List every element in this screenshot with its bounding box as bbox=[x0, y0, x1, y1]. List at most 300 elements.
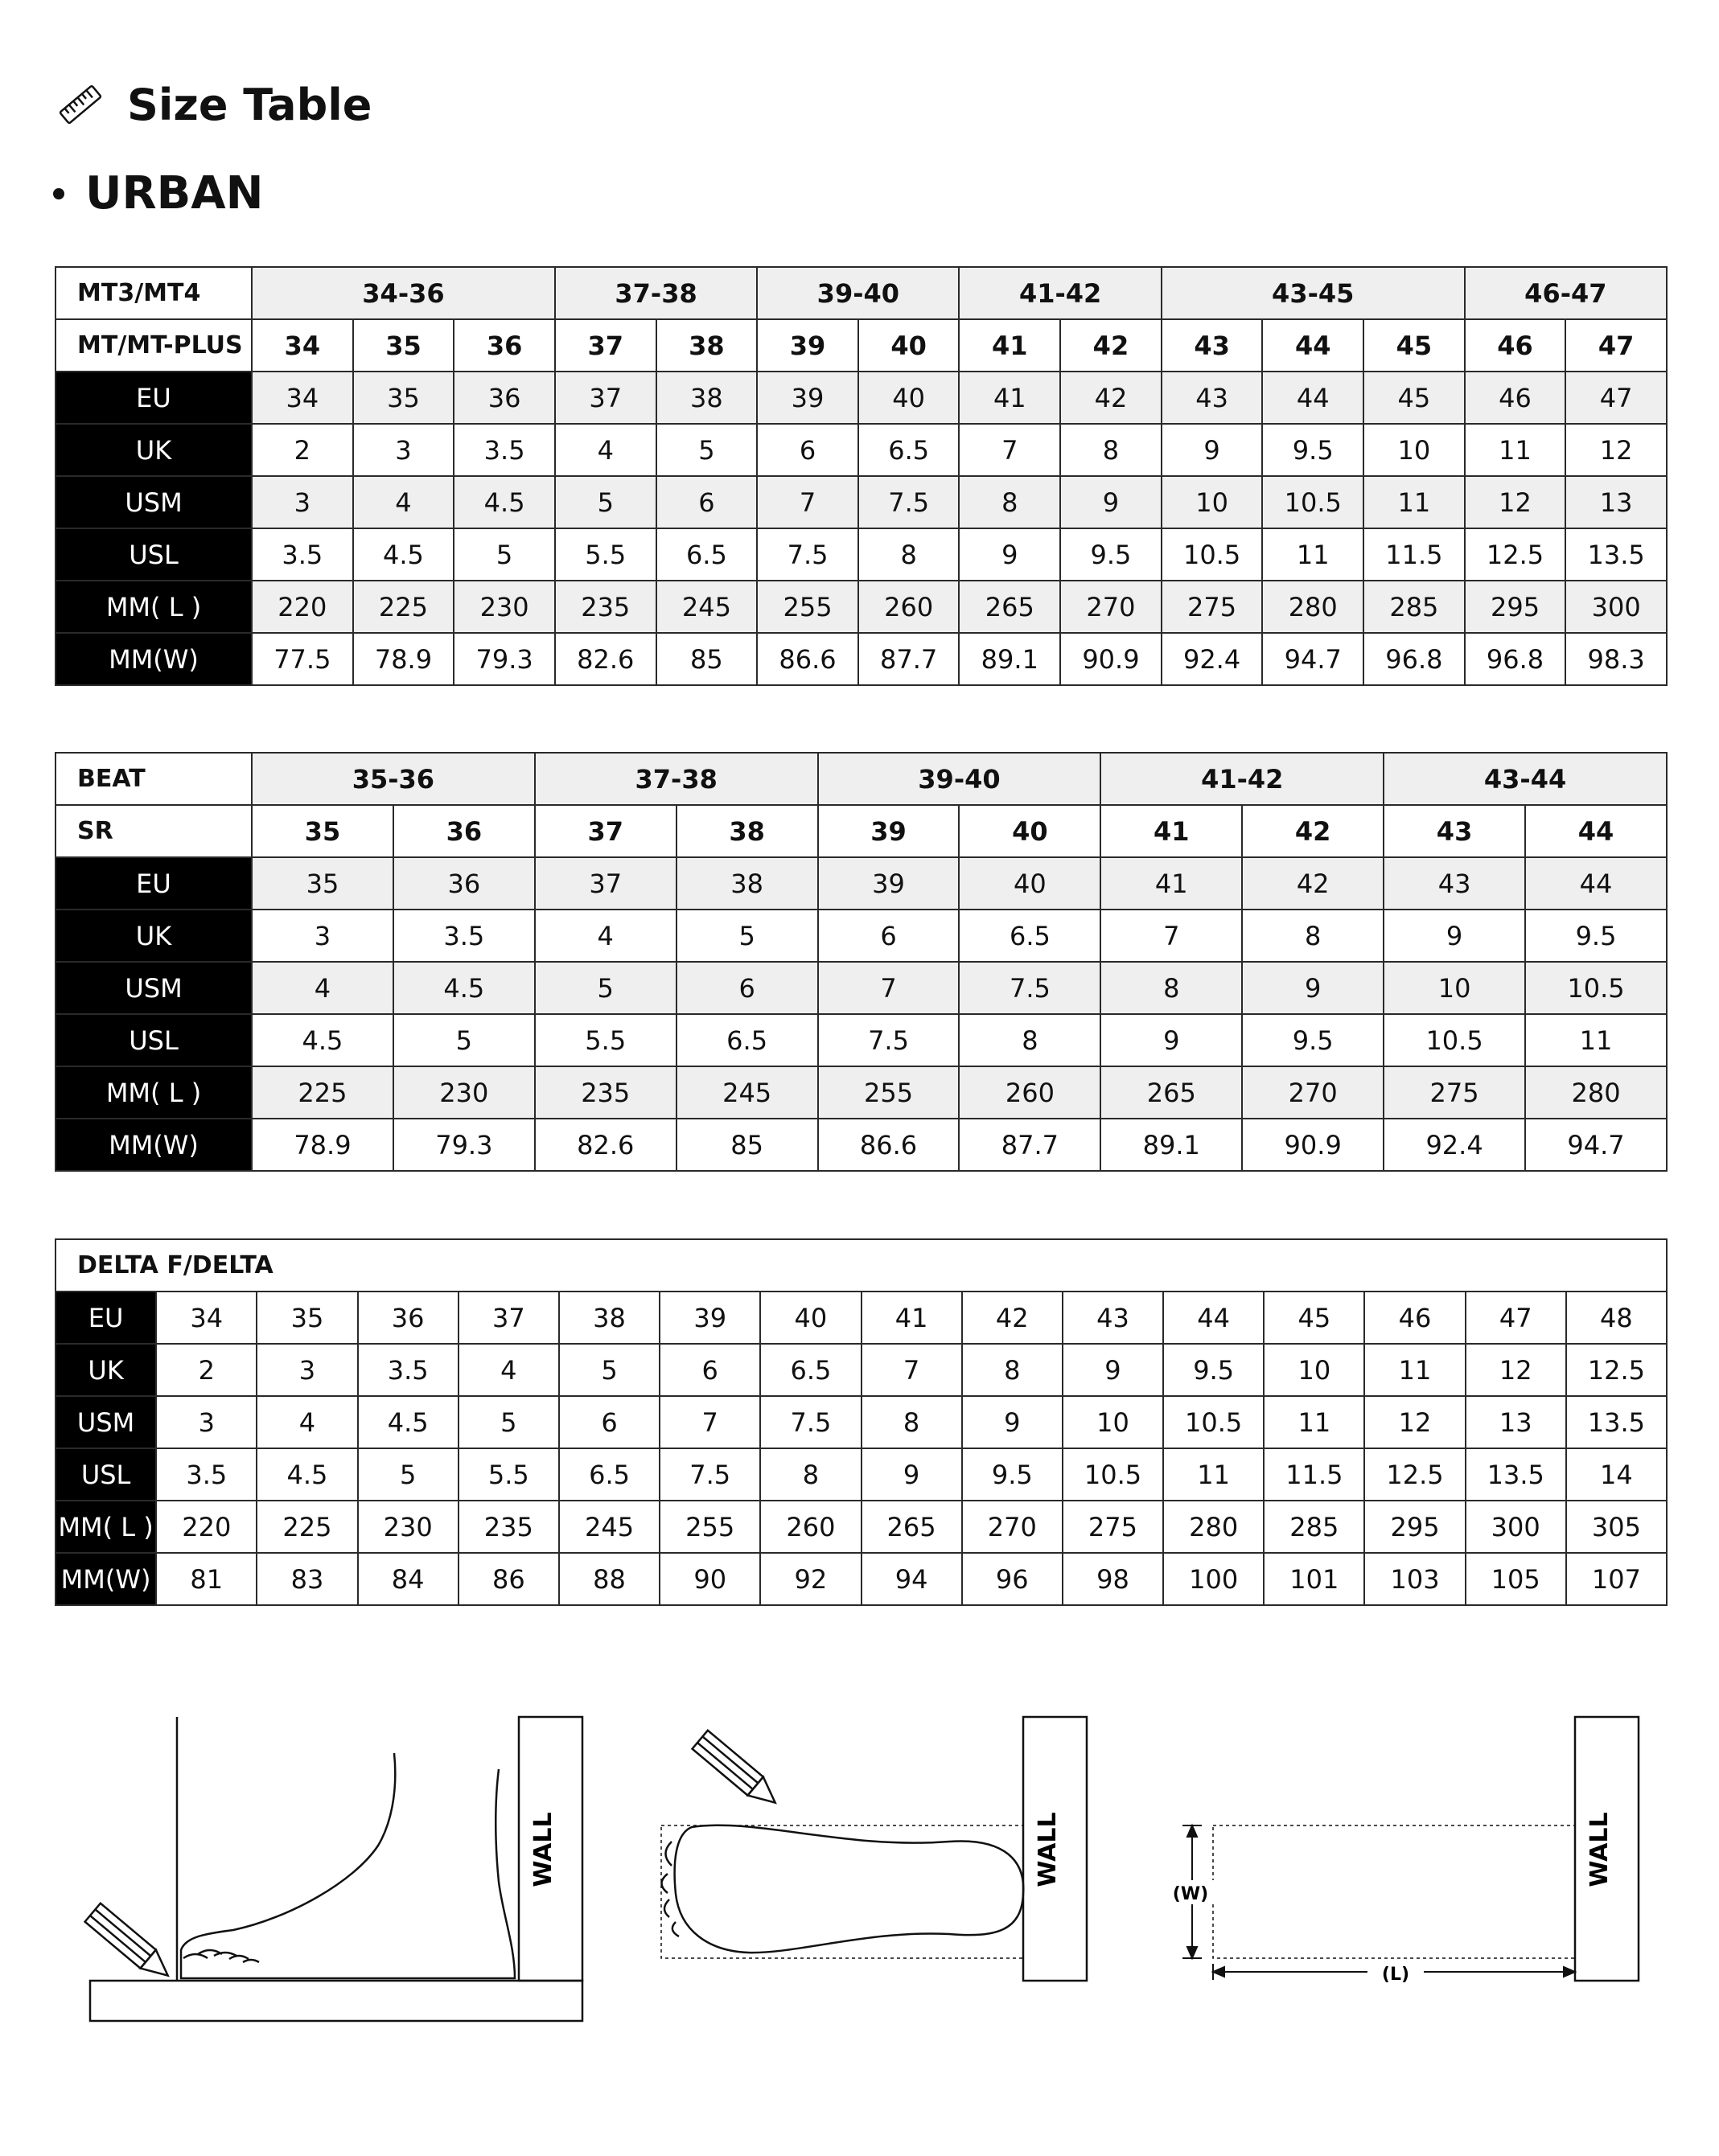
dotted-outline-2 bbox=[661, 1825, 1023, 1958]
group-row bbox=[56, 1239, 1667, 1292]
row-header: EU bbox=[56, 1292, 156, 1344]
table-cell: 45 bbox=[1264, 1292, 1364, 1344]
page-title: Size Table bbox=[127, 79, 372, 130]
table-row bbox=[56, 372, 1667, 424]
table-cell: 101 bbox=[1264, 1553, 1364, 1605]
table-cell: 10.5 bbox=[1384, 1014, 1525, 1066]
table-cell: 6.5 bbox=[858, 424, 960, 476]
table-cell: 3.5 bbox=[358, 1344, 459, 1396]
table-cell: 39 bbox=[660, 1292, 760, 1344]
table-cell: 96 bbox=[962, 1553, 1063, 1605]
table-cell: 7.5 bbox=[818, 1014, 960, 1066]
group-row bbox=[56, 267, 1667, 319]
table-cell: 44 bbox=[1262, 372, 1363, 424]
size-row bbox=[56, 319, 1667, 372]
model-label: MT3/MT4 bbox=[56, 267, 252, 319]
delta-size-table bbox=[55, 1238, 1668, 1606]
size-group: 34-36 bbox=[252, 267, 555, 319]
size-cell: 46 bbox=[1465, 319, 1566, 372]
table-row bbox=[56, 910, 1667, 962]
table-cell: 4 bbox=[535, 910, 676, 962]
group-row bbox=[56, 753, 1667, 805]
table-cell: 87.7 bbox=[858, 633, 960, 685]
table-cell: 10.5 bbox=[1262, 476, 1363, 528]
table-cell: 285 bbox=[1363, 581, 1465, 633]
table-cell: 11.5 bbox=[1363, 528, 1465, 581]
foot-outline bbox=[181, 1753, 515, 1978]
table-cell: 5 bbox=[459, 1396, 559, 1448]
row-header: USL bbox=[56, 1014, 252, 1066]
table-cell: 5 bbox=[676, 910, 818, 962]
table-cell: 11.5 bbox=[1264, 1448, 1364, 1501]
row-header: USL bbox=[56, 528, 252, 581]
table-cell: 82.6 bbox=[555, 633, 656, 685]
table-cell: 235 bbox=[459, 1501, 559, 1553]
table-cell: 275 bbox=[1063, 1501, 1163, 1553]
table-cell: 3 bbox=[252, 910, 393, 962]
table-cell: 7.5 bbox=[660, 1448, 760, 1501]
size-group: 41-42 bbox=[959, 267, 1161, 319]
table-cell: 82.6 bbox=[535, 1119, 676, 1171]
section-heading bbox=[53, 167, 263, 220]
table-cell: 12 bbox=[1465, 476, 1566, 528]
table-cell: 92 bbox=[760, 1553, 861, 1605]
table-cell: 38 bbox=[676, 857, 818, 910]
table-cell: 4.5 bbox=[257, 1448, 357, 1501]
table-cell: 92.4 bbox=[1384, 1119, 1525, 1171]
row-header: USM bbox=[56, 1396, 156, 1448]
table-cell: 48 bbox=[1566, 1292, 1667, 1344]
table-cell: 9 bbox=[959, 528, 1060, 581]
table-cell: 9 bbox=[1242, 962, 1384, 1014]
table-cell: 255 bbox=[757, 581, 858, 633]
table-cell: 9 bbox=[1100, 1014, 1242, 1066]
table-cell: 12 bbox=[1466, 1344, 1566, 1396]
row-header: MM( L ) bbox=[56, 1501, 156, 1553]
table-cell: 13.5 bbox=[1566, 1396, 1667, 1448]
table-cell: 41 bbox=[1100, 857, 1242, 910]
table-cell: 5.5 bbox=[535, 1014, 676, 1066]
table-row bbox=[56, 424, 1667, 476]
table-cell: 85 bbox=[656, 633, 758, 685]
table-cell: 41 bbox=[959, 372, 1060, 424]
table-cell: 6.5 bbox=[676, 1014, 818, 1066]
table-cell: 230 bbox=[454, 581, 555, 633]
table-cell: 260 bbox=[959, 1066, 1100, 1119]
table-cell: 6 bbox=[757, 424, 858, 476]
table-cell: 305 bbox=[1566, 1501, 1667, 1553]
pencil-icon-2 bbox=[693, 1731, 783, 1812]
table-cell: 40 bbox=[760, 1292, 861, 1344]
table-cell: 8 bbox=[858, 528, 960, 581]
table-cell: 7.5 bbox=[858, 476, 960, 528]
toes-outline bbox=[183, 1950, 259, 1962]
table-cell: 7 bbox=[757, 476, 858, 528]
table-cell: 7 bbox=[959, 424, 1060, 476]
table-row bbox=[56, 1014, 1667, 1066]
table-cell: 235 bbox=[555, 581, 656, 633]
row-header: MM( L ) bbox=[56, 581, 252, 633]
table-cell: 5 bbox=[559, 1344, 660, 1396]
table-row bbox=[56, 528, 1667, 581]
top-view-illustration bbox=[661, 1717, 1087, 1981]
table-cell: 84 bbox=[358, 1553, 459, 1605]
size-cell: 39 bbox=[818, 805, 960, 857]
size-cell: 42 bbox=[1060, 319, 1162, 372]
table-row bbox=[56, 1553, 1667, 1605]
table-cell: 35 bbox=[252, 857, 393, 910]
table-cell: 5 bbox=[555, 476, 656, 528]
dotted-outline-3 bbox=[1213, 1825, 1575, 1958]
table-cell: 38 bbox=[656, 372, 758, 424]
row-header: EU bbox=[56, 857, 252, 910]
table-cell: 4 bbox=[555, 424, 656, 476]
table-cell: 11 bbox=[1364, 1344, 1465, 1396]
size-group: 43-44 bbox=[1384, 753, 1667, 805]
table-cell: 4.5 bbox=[454, 476, 555, 528]
table-cell: 6 bbox=[559, 1396, 660, 1448]
table-cell: 3 bbox=[353, 424, 454, 476]
table-cell: 14 bbox=[1566, 1448, 1667, 1501]
size-cell: 47 bbox=[1565, 319, 1667, 372]
table-cell: 40 bbox=[959, 857, 1100, 910]
size-cell: 42 bbox=[1242, 805, 1384, 857]
size-cell: 40 bbox=[959, 805, 1100, 857]
table-cell: 79.3 bbox=[454, 633, 555, 685]
table-cell: 86.6 bbox=[757, 633, 858, 685]
table-cell: 230 bbox=[358, 1501, 459, 1553]
size-cell: 45 bbox=[1363, 319, 1465, 372]
table-cell: 81 bbox=[156, 1553, 257, 1605]
size-cell: 37 bbox=[555, 319, 656, 372]
model-label: SR bbox=[56, 805, 252, 857]
table-cell: 7 bbox=[818, 962, 960, 1014]
table-cell: 8 bbox=[1242, 910, 1384, 962]
table-cell: 4.5 bbox=[252, 1014, 393, 1066]
table-cell: 275 bbox=[1384, 1066, 1525, 1119]
table-cell: 86 bbox=[459, 1553, 559, 1605]
size-group: 43-45 bbox=[1162, 267, 1465, 319]
table-cell: 90.9 bbox=[1242, 1119, 1384, 1171]
row-header: MM(W) bbox=[56, 633, 252, 685]
table-cell: 5.5 bbox=[555, 528, 656, 581]
table-cell: 3.5 bbox=[393, 910, 535, 962]
side-view-illustration bbox=[85, 1717, 582, 2021]
table-cell: 9.5 bbox=[1242, 1014, 1384, 1066]
table-cell: 42 bbox=[1242, 857, 1384, 910]
table-cell: 94.7 bbox=[1262, 633, 1363, 685]
table-cell: 12 bbox=[1364, 1396, 1465, 1448]
table-cell: 86.6 bbox=[818, 1119, 960, 1171]
table-cell: 98.3 bbox=[1565, 633, 1667, 685]
table-cell: 36 bbox=[454, 372, 555, 424]
table-cell: 83 bbox=[257, 1553, 357, 1605]
ruler-icon bbox=[56, 80, 105, 129]
table-cell: 78.9 bbox=[252, 1119, 393, 1171]
model-label: BEAT bbox=[56, 753, 252, 805]
table-cell: 8 bbox=[760, 1448, 861, 1501]
table-cell: 270 bbox=[1242, 1066, 1384, 1119]
table-cell: 265 bbox=[1100, 1066, 1242, 1119]
table-cell: 85 bbox=[676, 1119, 818, 1171]
width-label: (W) bbox=[1172, 1884, 1209, 1904]
table-row bbox=[56, 1066, 1667, 1119]
size-cell: 38 bbox=[656, 319, 758, 372]
table-cell: 5 bbox=[656, 424, 758, 476]
table-cell: 3 bbox=[156, 1396, 257, 1448]
table-row bbox=[56, 1344, 1667, 1396]
table-cell: 34 bbox=[252, 372, 353, 424]
table-cell: 36 bbox=[358, 1292, 459, 1344]
table-cell: 6.5 bbox=[959, 910, 1100, 962]
table-cell: 8 bbox=[959, 476, 1060, 528]
table-cell: 8 bbox=[1060, 424, 1162, 476]
length-label: (L) bbox=[1381, 1965, 1410, 1985]
table-cell: 230 bbox=[393, 1066, 535, 1119]
table-cell: 6 bbox=[818, 910, 960, 962]
table-cell: 6.5 bbox=[760, 1344, 861, 1396]
table-cell: 9 bbox=[962, 1396, 1063, 1448]
table-cell: 220 bbox=[252, 581, 353, 633]
table-cell: 245 bbox=[656, 581, 758, 633]
table-cell: 13 bbox=[1565, 476, 1667, 528]
size-cell: 36 bbox=[454, 319, 555, 372]
size-cell: 38 bbox=[676, 805, 818, 857]
table-cell: 6 bbox=[676, 962, 818, 1014]
table-cell: 107 bbox=[1566, 1553, 1667, 1605]
table-cell: 9.5 bbox=[1525, 910, 1667, 962]
table-row bbox=[56, 1448, 1667, 1501]
size-group: 37-38 bbox=[535, 753, 818, 805]
table-cell: 7 bbox=[660, 1396, 760, 1448]
table-cell: 270 bbox=[962, 1501, 1063, 1553]
model-label: DELTA F/DELTA bbox=[56, 1239, 1667, 1292]
table-cell: 265 bbox=[959, 581, 1060, 633]
title-row bbox=[56, 72, 372, 137]
table-cell: 7.5 bbox=[760, 1396, 861, 1448]
table-cell: 9 bbox=[1162, 424, 1263, 476]
table-cell: 96.8 bbox=[1465, 633, 1566, 685]
table-cell: 12.5 bbox=[1566, 1344, 1667, 1396]
size-cell: 43 bbox=[1162, 319, 1263, 372]
table-cell: 9.5 bbox=[1060, 528, 1162, 581]
beat-size-table bbox=[55, 752, 1668, 1172]
table-cell: 8 bbox=[1100, 962, 1242, 1014]
table-row bbox=[56, 633, 1667, 685]
table-cell: 4.5 bbox=[393, 962, 535, 1014]
table-cell: 245 bbox=[676, 1066, 818, 1119]
table-cell: 225 bbox=[257, 1501, 357, 1553]
size-cell: 34 bbox=[252, 319, 353, 372]
table-cell: 47 bbox=[1466, 1292, 1566, 1344]
table-cell: 300 bbox=[1565, 581, 1667, 633]
table-cell: 9 bbox=[1063, 1344, 1163, 1396]
table-cell: 225 bbox=[252, 1066, 393, 1119]
measurement-illustration bbox=[1182, 1717, 1639, 1981]
table-cell: 94 bbox=[862, 1553, 962, 1605]
table-cell: 13.5 bbox=[1466, 1448, 1566, 1501]
table-cell: 3.5 bbox=[454, 424, 555, 476]
table-cell: 6.5 bbox=[559, 1448, 660, 1501]
table-cell: 43 bbox=[1162, 372, 1263, 424]
table-cell: 79.3 bbox=[393, 1119, 535, 1171]
table-row bbox=[56, 476, 1667, 528]
table-cell: 7 bbox=[1100, 910, 1242, 962]
table-cell: 94.7 bbox=[1525, 1119, 1667, 1171]
table-cell: 235 bbox=[535, 1066, 676, 1119]
table-cell: 7 bbox=[862, 1344, 962, 1396]
table-row bbox=[56, 581, 1667, 633]
table-cell: 12.5 bbox=[1465, 528, 1566, 581]
row-header: USM bbox=[56, 962, 252, 1014]
table-cell: 285 bbox=[1264, 1501, 1364, 1553]
size-cell: 44 bbox=[1262, 319, 1363, 372]
table-cell: 280 bbox=[1262, 581, 1363, 633]
table-cell: 10.5 bbox=[1163, 1396, 1264, 1448]
table-cell: 11 bbox=[1363, 476, 1465, 528]
table-cell: 40 bbox=[858, 372, 960, 424]
table-cell: 13 bbox=[1466, 1396, 1566, 1448]
table-cell: 4.5 bbox=[353, 528, 454, 581]
table-cell: 8 bbox=[959, 1014, 1100, 1066]
measuring-diagram bbox=[0, 1689, 1719, 2059]
size-group: 35-36 bbox=[252, 753, 535, 805]
table-cell: 35 bbox=[353, 372, 454, 424]
table-cell: 280 bbox=[1163, 1501, 1264, 1553]
table-cell: 6 bbox=[656, 476, 758, 528]
table-cell: 260 bbox=[760, 1501, 861, 1553]
table-cell: 90 bbox=[660, 1553, 760, 1605]
table-cell: 280 bbox=[1525, 1066, 1667, 1119]
table-cell: 37 bbox=[459, 1292, 559, 1344]
table-cell: 9 bbox=[1384, 910, 1525, 962]
size-group: 39-40 bbox=[818, 753, 1101, 805]
table-cell: 103 bbox=[1364, 1553, 1465, 1605]
table-cell: 300 bbox=[1466, 1501, 1566, 1553]
row-header: USL bbox=[56, 1448, 156, 1501]
size-group: 39-40 bbox=[757, 267, 959, 319]
table-cell: 78.9 bbox=[353, 633, 454, 685]
table-row bbox=[56, 1119, 1667, 1171]
table-cell: 41 bbox=[862, 1292, 962, 1344]
table-cell: 6.5 bbox=[656, 528, 758, 581]
table-cell: 43 bbox=[1063, 1292, 1163, 1344]
table-cell: 8 bbox=[962, 1344, 1063, 1396]
table-cell: 39 bbox=[818, 857, 960, 910]
size-cell: 35 bbox=[252, 805, 393, 857]
row-header: MM(W) bbox=[56, 1119, 252, 1171]
table-cell: 42 bbox=[1060, 372, 1162, 424]
table-cell: 2 bbox=[156, 1344, 257, 1396]
table-row bbox=[56, 962, 1667, 1014]
table-cell: 225 bbox=[353, 581, 454, 633]
table-cell: 38 bbox=[559, 1292, 660, 1344]
size-cell: 41 bbox=[959, 319, 1060, 372]
table-row bbox=[56, 1292, 1667, 1344]
table-cell: 10 bbox=[1063, 1396, 1163, 1448]
size-cell: 44 bbox=[1525, 805, 1667, 857]
table-cell: 46 bbox=[1364, 1292, 1465, 1344]
table-cell: 36 bbox=[393, 857, 535, 910]
table-cell: 92.4 bbox=[1162, 633, 1263, 685]
size-row bbox=[56, 805, 1667, 857]
table-cell: 34 bbox=[156, 1292, 257, 1344]
table-cell: 100 bbox=[1163, 1553, 1264, 1605]
table-cell: 10.5 bbox=[1063, 1448, 1163, 1501]
table-cell: 10 bbox=[1384, 962, 1525, 1014]
table-cell: 37 bbox=[555, 372, 656, 424]
size-group: 37-38 bbox=[555, 267, 757, 319]
table-cell: 98 bbox=[1063, 1553, 1163, 1605]
pencil-icon bbox=[85, 1903, 176, 1985]
row-header: MM( L ) bbox=[56, 1066, 252, 1119]
table-cell: 43 bbox=[1384, 857, 1525, 910]
table-cell: 12.5 bbox=[1364, 1448, 1465, 1501]
table-cell: 89.1 bbox=[1100, 1119, 1242, 1171]
urban-size-table bbox=[55, 266, 1668, 686]
table-cell: 4 bbox=[353, 476, 454, 528]
size-cell: 41 bbox=[1100, 805, 1242, 857]
table-row bbox=[56, 1396, 1667, 1448]
table-cell: 4 bbox=[459, 1344, 559, 1396]
table-cell: 255 bbox=[660, 1501, 760, 1553]
table-cell: 10.5 bbox=[1525, 962, 1667, 1014]
wall-label-1: WALL bbox=[529, 1812, 557, 1887]
table-cell: 44 bbox=[1525, 857, 1667, 910]
table-cell: 10 bbox=[1162, 476, 1263, 528]
size-cell: 40 bbox=[858, 319, 960, 372]
table-cell: 9.5 bbox=[1262, 424, 1363, 476]
table-cell: 295 bbox=[1465, 581, 1566, 633]
table-cell: 46 bbox=[1465, 372, 1566, 424]
table-cell: 12 bbox=[1565, 424, 1667, 476]
section-title: URBAN bbox=[85, 167, 264, 220]
table-cell: 255 bbox=[818, 1066, 960, 1119]
table-cell: 90.9 bbox=[1060, 633, 1162, 685]
table-cell: 11 bbox=[1264, 1396, 1364, 1448]
foot-outline-top bbox=[675, 1825, 1024, 1953]
size-cell: 39 bbox=[757, 319, 858, 372]
wall-label-2: WALL bbox=[1034, 1812, 1062, 1887]
row-header: EU bbox=[56, 372, 252, 424]
table-cell: 4.5 bbox=[358, 1396, 459, 1448]
bullet-icon bbox=[53, 188, 64, 199]
table-cell: 275 bbox=[1162, 581, 1263, 633]
table-cell: 5 bbox=[393, 1014, 535, 1066]
size-cell: 36 bbox=[393, 805, 535, 857]
table-cell: 35 bbox=[257, 1292, 357, 1344]
table-cell: 10.5 bbox=[1162, 528, 1263, 581]
wall-label-3: WALL bbox=[1585, 1812, 1614, 1887]
table-cell: 2 bbox=[252, 424, 353, 476]
size-group: 46-47 bbox=[1465, 267, 1667, 319]
table-cell: 88 bbox=[559, 1553, 660, 1605]
table-row bbox=[56, 857, 1667, 910]
table-cell: 13.5 bbox=[1565, 528, 1667, 581]
table-cell: 37 bbox=[535, 857, 676, 910]
table-cell: 11 bbox=[1262, 528, 1363, 581]
size-group: 41-42 bbox=[1100, 753, 1384, 805]
table-cell: 220 bbox=[156, 1501, 257, 1553]
row-header: UK bbox=[56, 424, 252, 476]
table-cell: 5 bbox=[358, 1448, 459, 1501]
size-cell: 43 bbox=[1384, 805, 1525, 857]
table-cell: 270 bbox=[1060, 581, 1162, 633]
table-cell: 245 bbox=[559, 1501, 660, 1553]
table-cell: 5 bbox=[535, 962, 676, 1014]
table-cell: 47 bbox=[1565, 372, 1667, 424]
row-header: MM(W) bbox=[56, 1553, 156, 1605]
